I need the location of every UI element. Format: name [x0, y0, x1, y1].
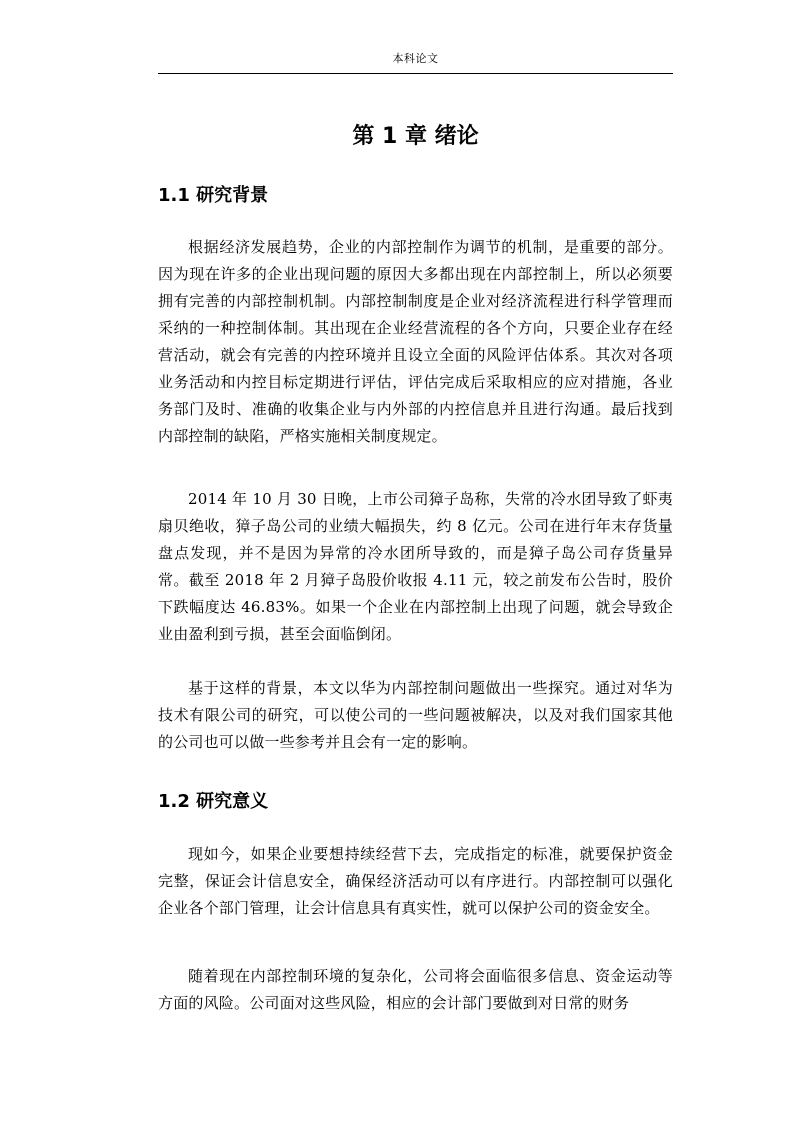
- section-heading-significance: 1.2 研究意义: [158, 791, 269, 812]
- paragraph-background-3: 基于这样的背景，本文以华为内部控制问题做出一些探究。通过对华为技术有限公司的研究，可以使公司的一些问题被解决，以及对我们国家其他的公司也可以做一些参考并且会有一定的影响。: [158, 679, 673, 751]
- paragraph-background-2: 2014 年 10 月 30 日晚，上市公司獐子岛称，失常的冷水团导致了虾夷扇贝绝收，獐子岛公司的业绩大幅损失，约 8 亿元。公司在进行年末存货量盘点发现，并不是因为异常的冷水团所导致的，而是獐子岛公司存货量异常。截至 2018 年 2 月獐子岛股价收报 4.11 元，较之前发布公告时，股价下跌幅度达 46.83%。如果一个企业在内部控制上出现了问题，就会导致企业由盈利到亏损，甚至会面临倒闭。: [158, 490, 673, 643]
- header-rule: [158, 73, 673, 74]
- section-heading-background: 1.1 研究背景: [158, 185, 269, 206]
- running-header: 本科论文: [392, 52, 439, 65]
- paragraph-background-1: 根据经济发展趋势，企业的内部控制作为调节的机制，是重要的部分。因为现在许多的企业出现问题的原因大多都出现在内部控制上，所以必须要拥有完善的内部控制机制。内部控制制度是企业对经济流程进行科学管理而采纳的一种控制体制。其出现在企业经营流程的各个方向，只要企业存在经营活动，就会有完善的内控环境并且设立全面的风险评估体系。其次对各项业务活动和内控目标定期进行评估，评估完成后采取相应的应对措施，各业务部门及时、准确的收集企业与内外部的内控信息并且进行沟通。最后找到内部控制的缺陷，严格实施相关制度规定。: [158, 238, 673, 445]
- paragraph-significance-1: 现如今，如果企业要想持续经营下去，完成指定的标准，就要保护资金完整，保证会计信息安全，确保经济活动可以有序进行。内部控制可以强化企业各个部门管理，让会计信息具有真实性，就可以保护公司的资金安全。: [158, 845, 673, 917]
- chapter-title: 第 1 章 绪论: [352, 124, 479, 149]
- paragraph-significance-2: 随着现在内部控制环境的复杂化，公司将会面临很多信息、资金运动等方面的风险。公司面对这些风险，相应的会计部门要做到对日常的财务: [158, 967, 673, 1012]
